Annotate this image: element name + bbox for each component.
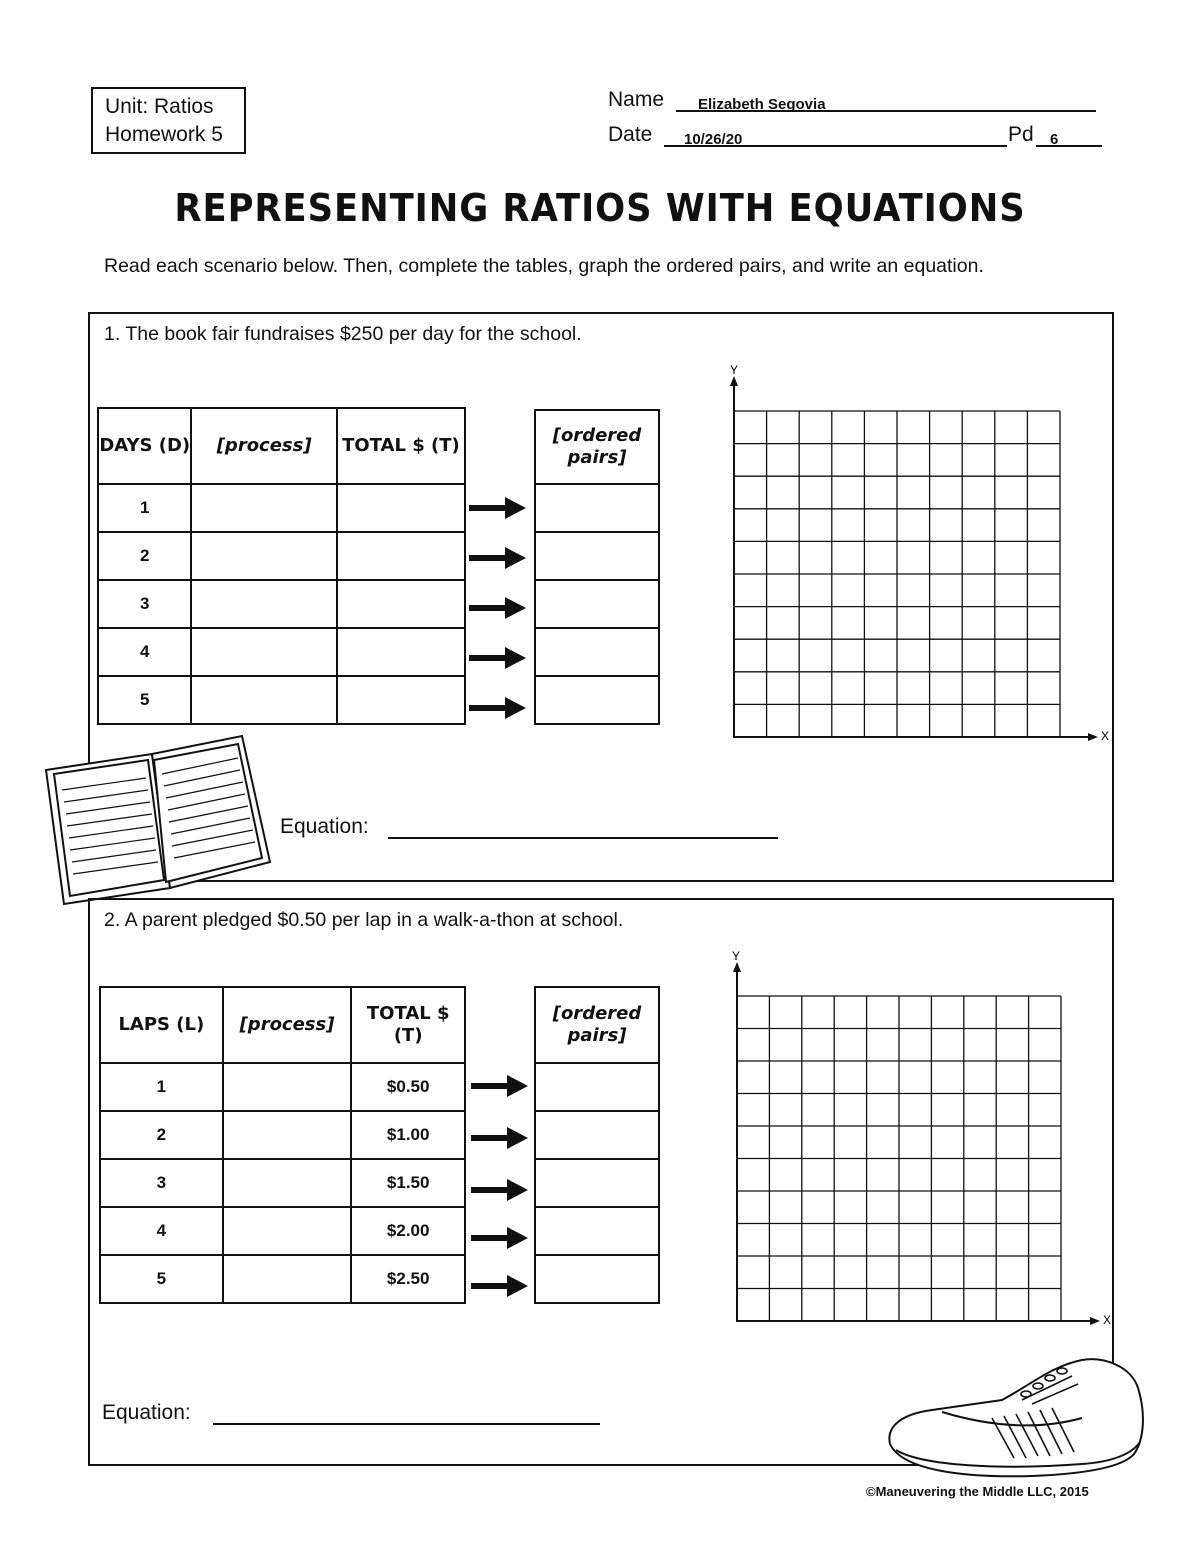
table-row: [100, 1255, 465, 1303]
problem-1-prompt: 1. The book fair fundraises $250 per day for the school.: [104, 323, 582, 345]
process-cell[interactable]: [191, 532, 336, 580]
period-label: Pd: [1008, 123, 1034, 146]
days-cell: 5: [98, 676, 191, 724]
unit-box: [91, 87, 246, 154]
laps-cell: 2: [100, 1111, 223, 1159]
open-book-icon: [42, 730, 274, 906]
table-row: [100, 1111, 465, 1159]
problem-2-table: [99, 986, 466, 1304]
total-cell: $0.50: [351, 1063, 465, 1111]
table-row: [100, 1207, 465, 1255]
laps-cell: 4: [100, 1207, 223, 1255]
problem-1-ordered-pairs: [534, 409, 660, 725]
ordered-pair-cell[interactable]: [535, 532, 659, 580]
col-days-header: DAYS (D): [98, 408, 191, 484]
homework-label: Homework 5: [105, 123, 223, 146]
col-total-header: TOTAL $ (T): [351, 987, 465, 1063]
right-arrow-icon: [469, 646, 527, 670]
process-cell[interactable]: [223, 1159, 352, 1207]
col-total-header: TOTAL $ (T): [337, 408, 465, 484]
table-row: [98, 628, 465, 676]
sneaker-icon: [882, 1354, 1150, 1484]
total-cell[interactable]: [337, 580, 465, 628]
process-cell[interactable]: [191, 580, 336, 628]
right-arrow-icon: [471, 1274, 529, 1298]
ordered-pair-cell[interactable]: [535, 580, 659, 628]
process-cell[interactable]: [223, 1063, 352, 1111]
x-axis-label: X: [1103, 1313, 1112, 1327]
ordered-pair-cell[interactable]: [535, 1111, 659, 1159]
laps-cell: 3: [100, 1159, 223, 1207]
process-cell[interactable]: [223, 1207, 352, 1255]
days-cell: 2: [98, 532, 191, 580]
y-axis-label: Y: [730, 363, 739, 377]
process-cell[interactable]: [191, 484, 336, 532]
table-row: [98, 676, 465, 724]
total-cell: $1.50: [351, 1159, 465, 1207]
problem-2-equation-input[interactable]: [213, 1401, 600, 1425]
problem-1-equation-label: Equation:: [280, 815, 369, 838]
name-field[interactable]: [676, 92, 1096, 112]
col-laps-header: LAPS (L): [100, 987, 223, 1063]
problem-2-coordinate-grid[interactable]: [722, 946, 1117, 1336]
days-cell: 1: [98, 484, 191, 532]
process-cell[interactable]: [191, 676, 336, 724]
ordered-pair-cell[interactable]: [535, 1063, 659, 1111]
right-arrow-icon: [471, 1226, 529, 1250]
days-cell: 3: [98, 580, 191, 628]
right-arrow-icon: [469, 696, 527, 720]
col-process-header: [process]: [191, 408, 336, 484]
col-ordered-pairs-header: [ordered pairs]: [535, 410, 659, 484]
instructions: Read each scenario below. Then, complete the tables, graph the ordered pairs, and write an equation.: [104, 255, 984, 277]
name-value: Elizabeth Segovia: [698, 96, 826, 113]
date-value: 10/26/20: [684, 131, 743, 148]
ordered-pair-cell[interactable]: [535, 628, 659, 676]
total-cell[interactable]: [337, 628, 465, 676]
name-label: Name: [608, 88, 665, 111]
problem-2-prompt: 2. A parent pledged $0.50 per lap in a walk-a-thon at school.: [104, 909, 624, 931]
date-label: Date: [608, 123, 653, 146]
ordered-pair-cell[interactable]: [535, 484, 659, 532]
total-cell[interactable]: [337, 676, 465, 724]
problem-1-coordinate-grid[interactable]: [720, 360, 1115, 750]
unit-label: Unit: Ratios: [105, 95, 214, 118]
laps-cell: 5: [100, 1255, 223, 1303]
total-cell[interactable]: [337, 484, 465, 532]
page-title: REPRESENTING RATIOS WITH EQUATIONS: [174, 186, 1026, 230]
right-arrow-icon: [469, 546, 527, 570]
total-cell: $2.50: [351, 1255, 465, 1303]
laps-cell: 1: [100, 1063, 223, 1111]
table-row: [100, 1063, 465, 1111]
y-axis-label: Y: [732, 949, 741, 963]
period-field[interactable]: [1036, 127, 1102, 147]
process-cell[interactable]: [191, 628, 336, 676]
problem-2-equation-label: Equation:: [102, 1401, 191, 1424]
x-axis-label: X: [1101, 729, 1110, 743]
problem-2-ordered-pairs: [534, 986, 660, 1304]
ordered-pair-cell[interactable]: [535, 1159, 659, 1207]
date-field[interactable]: [664, 127, 1007, 147]
problem-1-equation-input[interactable]: [388, 815, 778, 839]
process-cell[interactable]: [223, 1255, 352, 1303]
col-ordered-pairs-header: [ordered pairs]: [535, 987, 659, 1063]
right-arrow-icon: [471, 1178, 529, 1202]
right-arrow-icon: [471, 1126, 529, 1150]
right-arrow-icon: [469, 496, 527, 520]
right-arrow-icon: [471, 1074, 529, 1098]
col-process-header: [process]: [223, 987, 352, 1063]
table-row: [98, 532, 465, 580]
total-cell[interactable]: [337, 532, 465, 580]
total-cell: $1.00: [351, 1111, 465, 1159]
table-row: [98, 580, 465, 628]
process-cell[interactable]: [223, 1111, 352, 1159]
table-row: [98, 484, 465, 532]
ordered-pair-cell[interactable]: [535, 1207, 659, 1255]
period-value: 6: [1050, 131, 1059, 148]
problem-1-table: [97, 407, 466, 725]
copyright: ©Maneuvering the Middle LLC, 2015: [866, 1484, 1089, 1499]
ordered-pair-cell[interactable]: [535, 676, 659, 724]
table-row: [100, 1159, 465, 1207]
days-cell: 4: [98, 628, 191, 676]
right-arrow-icon: [469, 596, 527, 620]
total-cell: $2.00: [351, 1207, 465, 1255]
ordered-pair-cell[interactable]: [535, 1255, 659, 1303]
